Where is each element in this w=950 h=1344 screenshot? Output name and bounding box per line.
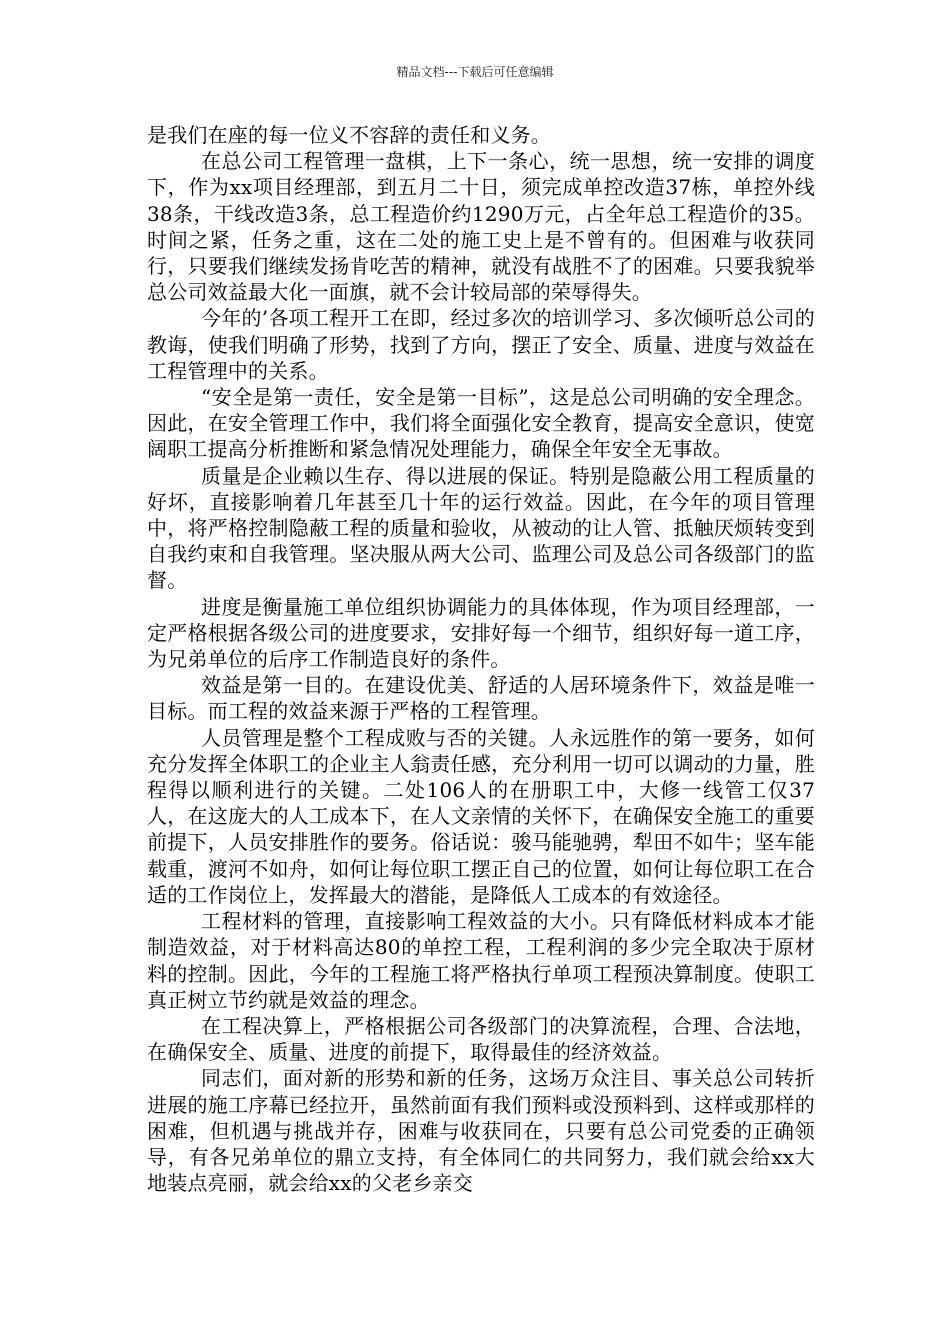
- paragraph: 今年的’各项工程开工在即，经过多次的培训学习、多次倾听总公司的教诲，使我们明确了形势，找到了方向，摆正了安全、质量、进度与效益在工程管理中的关系。: [147, 306, 815, 383]
- paragraph: “安全是第一责任，安全是第一目标”，这是总公司明确的安全理念。因此，在安全管理工作中，我们将全面强化安全教育，提高安全意识，使宽阔职工提高分析推断和紧急情况处理能力，确保全年安全无事故。: [147, 385, 815, 462]
- paragraph: 人员管理是整个工程成败与否的关键。人永远胜作的第一要务，如何充分发挥全体职工的企业主人翁责任感，充分利用一切可以调动的力量，胜程得以顺利进行的关键。二处106人的在册职工中，大修一线管工仅37人，在这庞大的人工成本下，在人文亲情的关怀下，在确保安全施工的重要前提下，人员安排胜作的要务。俗话说：骏马能驰骋，犁田不如牛；坚车能载重，渡河不如舟，如何让每位职工摆正自己的位置，如何让每位职工在合适的工作岗位上，发挥最大的潜能，是降低人工成本的有效途径。: [147, 725, 815, 907]
- paragraph: 质量是企业赖以生存、得以进展的保证。特别是隐蔽公用工程质量的好坏，直接影响着几年甚至几十年的运行效益。因此，在今年的项目管理中，将严格控制隐蔽工程的质量和验收，从被动的让人管、抵触厌烦转变到自我约束和自我管理。坚决服从两大公司、监理公司及总公司各级部门的监督。: [147, 463, 815, 593]
- paragraph: 效益是第一目的。在建设优美、舒适的人居环境条件下，效益是唯一目标。而工程的效益来源于严格的工程管理。: [147, 673, 815, 724]
- paragraph: 工程材料的管理，直接影响工程效益的大小。只有降低材料成本才能制造效益，对于材料高达80的单控工程，工程利润的多少完全取决于原材料的控制。因此，今年的工程施工将严格执行单项工程预决算制度。使职工真正树立节约就是效益的理念。: [147, 909, 815, 1012]
- paragraph: 是我们在座的每一位义不容辞的责任和义务。: [147, 123, 551, 147]
- paragraph: 同志们，面对新的形势和新的任务，这场万众注目、事关总公司转折进展的施工序幕已经拉开，虽然前面有我们预料或没预料到、这样或那样的困难，但机遇与挑战并存，困难与收获同在，只要有总公司党委的正确领导，有各兄弟单位的鼎立支持，有全体同仁的共同努力，我们就会给xx大地装点亮丽，就会给xx的父老乡亲交: [147, 1066, 815, 1196]
- paragraph: 在总公司工程管理一盘棋，上下一条心，统一思想，统一安排的调度下，作为xx项目经理部，到五月二十日，须完成单控改造37栋，单控外线38条，干线改造3条，总工程造价约1290万元，占全年总工程造价的35。时间之紧，任务之重，这在二处的施工史上是不曾有的。但困难与收获同行，只要我们继续发扬肯吃苦的精神，就没有战胜不了的困难。只要我貌举总公司效益最大化一面旗，就不会计较局部的荣辱得失。: [147, 149, 815, 305]
- paragraph: 进度是衡量施工单位组织协调能力的具体体现，作为项目经理部，一定严格根据各级公司的进度要求，安排好每一个细节，组织好每一道工序，为兄弟单位的后序工作制造良好的条件。: [147, 594, 815, 672]
- page-header: 精品文档---下载后可任意编辑: [396, 65, 554, 79]
- paragraph: 在工程决算上，严格根据公司各级部门的决算流程，合理、合法地，在确保安全、质量、进度的前提下，取得最佳的经济效益。: [147, 1013, 815, 1065]
- document-body: [147, 122, 815, 1196]
